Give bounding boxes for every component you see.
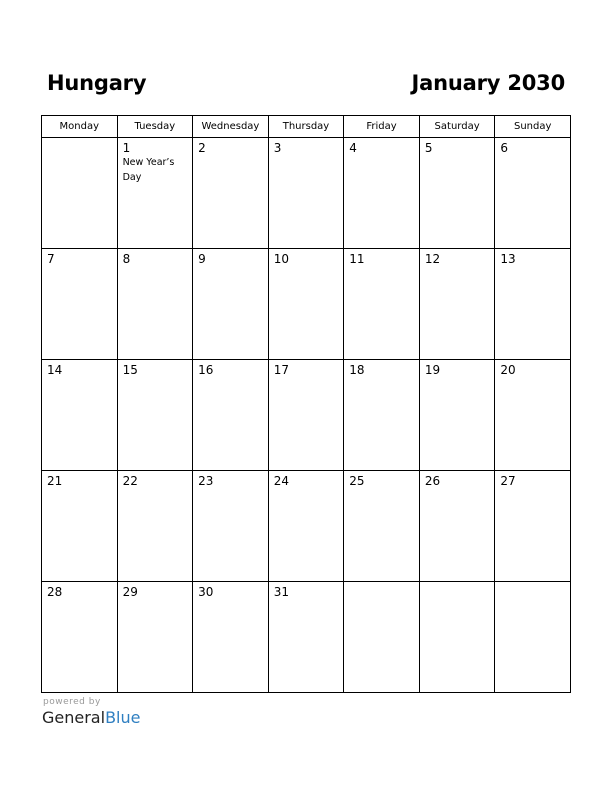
- day-cell: [268, 249, 344, 360]
- day-cell: [193, 360, 269, 471]
- day-number: 27: [500, 474, 516, 488]
- day-number: 23: [198, 474, 214, 488]
- day-number: 8: [122, 252, 131, 266]
- day-number: 18: [349, 363, 365, 377]
- holiday-label: New Year’s Day: [122, 157, 175, 183]
- day-cell: [193, 471, 269, 582]
- day-number: [495, 582, 570, 585]
- day-cell: [495, 471, 571, 582]
- day-cell: [117, 471, 193, 582]
- day-number: 16: [198, 363, 214, 377]
- weekday-header: Sunday: [495, 116, 571, 138]
- day-number: 6: [500, 141, 509, 155]
- day-number: 5: [424, 141, 433, 155]
- day-number: 22: [122, 474, 138, 488]
- day-cell: [344, 138, 420, 249]
- day-number: 1: [122, 141, 131, 155]
- weekday-header: Tuesday: [117, 116, 193, 138]
- day-number: 17: [273, 363, 289, 377]
- day-number: 31: [273, 585, 289, 599]
- day-cell: [42, 582, 118, 693]
- day-number: 13: [500, 252, 516, 266]
- day-number: 11: [349, 252, 365, 266]
- day-number: 3: [273, 141, 282, 155]
- day-number: [344, 582, 419, 585]
- day-cell: [344, 582, 420, 693]
- day-cell: [42, 249, 118, 360]
- weekday-header: Monday: [42, 116, 118, 138]
- day-cell: [268, 138, 344, 249]
- generalblue-logo[interactable]: [42, 708, 140, 727]
- day-number: 2: [198, 141, 206, 155]
- day-cell: [42, 471, 118, 582]
- week-row: [42, 249, 571, 360]
- week-row: [42, 360, 571, 471]
- weekday-header: Friday: [344, 116, 420, 138]
- day-number: 12: [424, 252, 441, 266]
- day-cell: [495, 582, 571, 693]
- day-number: 19: [424, 363, 441, 377]
- day-number: 15: [122, 363, 138, 377]
- day-cell: [495, 360, 571, 471]
- weekday-header: Wednesday: [193, 116, 269, 138]
- day-cell: [117, 360, 193, 471]
- day-number: 21: [47, 474, 63, 488]
- day-cell: [419, 138, 495, 249]
- day-number: 10: [273, 252, 289, 266]
- day-cell: [344, 249, 420, 360]
- day-cell: [344, 360, 420, 471]
- day-number: 24: [273, 474, 289, 488]
- week-row: [42, 582, 571, 693]
- weekday-header-row: [42, 116, 571, 138]
- day-number: 28: [47, 585, 63, 599]
- day-number: 4: [349, 141, 357, 155]
- calendar-grid: [41, 115, 571, 693]
- day-cell: [117, 249, 193, 360]
- day-cell: [419, 471, 495, 582]
- month-title: January 2030: [411, 71, 565, 95]
- day-cell: [42, 138, 118, 249]
- logo-general-text: General: [42, 708, 106, 727]
- day-cell: [117, 138, 193, 249]
- day-number: 25: [349, 474, 365, 488]
- day-cell: [419, 249, 495, 360]
- country-title: Hungary: [47, 71, 147, 95]
- day-number: 7: [47, 252, 55, 266]
- logo-blue-text: Blue: [105, 708, 141, 727]
- week-row: [42, 471, 571, 582]
- week-row: [42, 138, 571, 249]
- day-cell: [193, 582, 269, 693]
- day-cell: [344, 471, 420, 582]
- weekday-header: Saturday: [419, 116, 495, 138]
- day-number: 30: [198, 585, 214, 599]
- day-number: 20: [500, 363, 516, 377]
- day-cell: [495, 249, 571, 360]
- day-number: 9: [198, 252, 206, 266]
- day-number: 29: [122, 585, 138, 599]
- day-cell: [268, 582, 344, 693]
- powered-by-label: powered by: [43, 697, 101, 707]
- day-number: 26: [424, 474, 441, 488]
- day-cell: [268, 360, 344, 471]
- day-cell: [268, 471, 344, 582]
- day-cell: [117, 582, 193, 693]
- day-number: [42, 138, 117, 141]
- day-cell: [193, 138, 269, 249]
- day-number: [420, 582, 495, 585]
- day-cell: [419, 360, 495, 471]
- weekday-header: Thursday: [268, 116, 344, 138]
- day-cell: [193, 249, 269, 360]
- day-number: 14: [47, 363, 63, 377]
- day-cell: [42, 360, 118, 471]
- day-cell: [495, 138, 571, 249]
- day-cell: [419, 582, 495, 693]
